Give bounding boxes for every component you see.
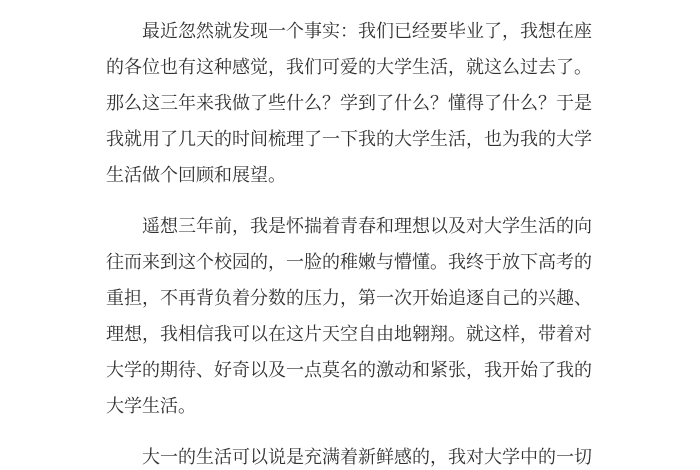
- text-line: 大学的期待、好奇以及一点莫名的激动和紧张，我开始了我的: [106, 360, 592, 380]
- text-line: 往而来到这个校园的，一脸的稚嫩与懵懂。我终于放下高考的: [106, 252, 592, 272]
- paragraph-3: [106, 439, 592, 470]
- text-line: 我就用了几天的时间梳理了一下我的大学生活，也为我的大学: [106, 129, 592, 149]
- text-line: 理想，我相信我可以在这片天空自由地翱翔。就这样，带着对: [106, 324, 592, 344]
- essay-text-block: [106, 13, 592, 470]
- text-line: 大学生活。: [106, 396, 196, 416]
- text-line: 大一的生活可以说是充满着新鲜感的，我对大学中的一切: [142, 447, 592, 467]
- text-line: 那么这三年来我做了些什么？学到了什么？懂得了什么？于是: [106, 93, 592, 113]
- text-line: 的各位也有这种感觉，我们可爱的大学生活，就这么过去了。: [106, 57, 592, 77]
- text-line: 最近忽然就发现一个事实：我们已经要毕业了，我想在座: [142, 21, 592, 41]
- paragraph-1: [106, 13, 592, 193]
- text-line: 遥想三年前，我是怀揣着青春和理想以及对大学生活的向: [142, 216, 592, 236]
- paragraph-2: [106, 208, 592, 424]
- text-line: 生活做个回顾和展望。: [106, 165, 286, 185]
- text-line: 重担，不再背负着分数的压力，第一次开始追逐自己的兴趣、: [106, 288, 592, 308]
